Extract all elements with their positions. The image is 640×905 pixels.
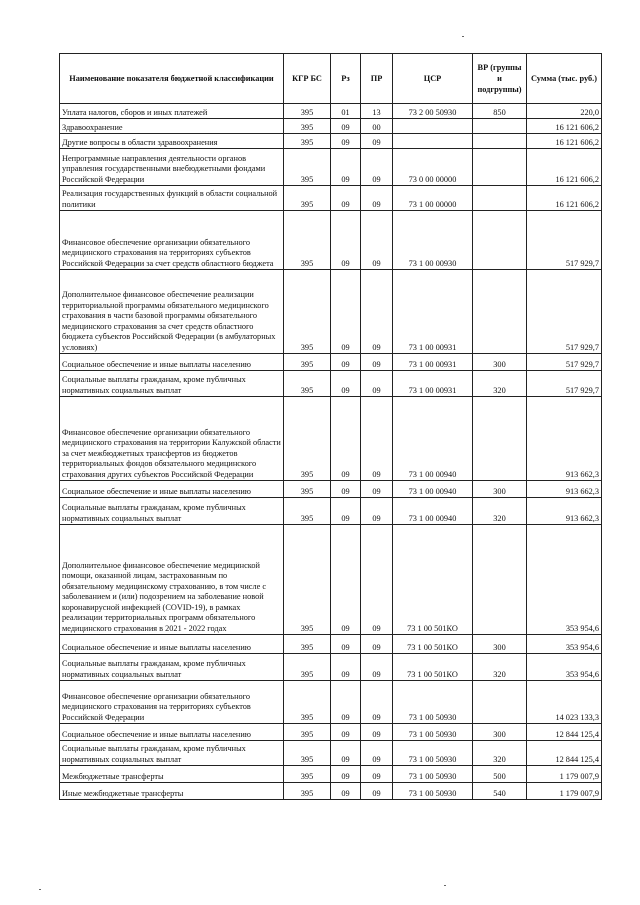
table-row [60, 724, 602, 741]
cell-vr [473, 397, 527, 481]
table-row [60, 397, 602, 481]
cell-vr [473, 186, 527, 211]
cell-kgr: 395 [284, 397, 331, 481]
scan-mark [39, 889, 41, 890]
cell-rz: 09 [331, 783, 361, 800]
cell-name: Межбюджетные трансферты [60, 766, 284, 783]
cell-sum: 517 929,7 [527, 354, 602, 371]
cell-rz: 09 [331, 525, 361, 635]
cell-pr: 09 [361, 525, 393, 635]
cell-name: Социальные выплаты гражданам, кроме публичных нормативных социальных выплат [60, 654, 284, 681]
cell-vr: 320 [473, 498, 527, 525]
cell-kgr: 395 [284, 681, 331, 724]
cell-csr: 73 1 00 00930 [393, 211, 473, 270]
table-row [60, 481, 602, 498]
cell-sum: 12 844 125,4 [527, 741, 602, 766]
cell-rz: 09 [331, 654, 361, 681]
cell-vr [473, 211, 527, 270]
cell-kgr: 395 [284, 654, 331, 681]
cell-name: Дополнительное финансовое обеспечение медицинской помощи, оказанной лицам, застрахованным по обязательному медицинскому страхованию, в том числе с заболеванием и (или) подозрением на заболевание новой коронавирусной инфекцией (COVID-19), в рамках реализации территориальных программ обязательного медицинского страхования в 2021 - 2022 годах [60, 525, 284, 635]
header-sum: Сумма (тыс. руб.) [527, 54, 602, 104]
cell-sum: 353 954,6 [527, 654, 602, 681]
cell-sum: 16 121 606,2 [527, 134, 602, 149]
cell-sum: 16 121 606,2 [527, 119, 602, 134]
cell-vr: 540 [473, 783, 527, 800]
cell-kgr: 395 [284, 635, 331, 654]
cell-csr: 73 1 00 00931 [393, 371, 473, 397]
cell-rz: 09 [331, 186, 361, 211]
cell-name: Другие вопросы в области здравоохранения [60, 134, 284, 149]
cell-rz: 01 [331, 104, 361, 119]
cell-csr: 73 1 00 50930 [393, 766, 473, 783]
cell-sum: 913 662,3 [527, 481, 602, 498]
cell-rz: 09 [331, 635, 361, 654]
table-row [60, 681, 602, 724]
cell-csr: 73 1 00 501КО [393, 525, 473, 635]
cell-name: Непрограммные направления деятельности органов управления государственными внебюджетными фондами Российской Федерации [60, 149, 284, 186]
scan-mark [462, 36, 464, 37]
cell-kgr: 395 [284, 481, 331, 498]
table-row [60, 186, 602, 211]
cell-pr: 09 [361, 270, 393, 354]
cell-name: Социальное обеспечение и иные выплаты населению [60, 724, 284, 741]
cell-sum: 517 929,7 [527, 211, 602, 270]
cell-kgr: 395 [284, 371, 331, 397]
header-vr: ВР (группы и подгруппы) [473, 54, 527, 104]
cell-pr: 09 [361, 211, 393, 270]
cell-rz: 09 [331, 766, 361, 783]
cell-name: Социальное обеспечение и иные выплаты населению [60, 635, 284, 654]
cell-csr: 73 1 00 501КО [393, 635, 473, 654]
table-row [60, 766, 602, 783]
cell-vr: 320 [473, 654, 527, 681]
cell-sum: 913 662,3 [527, 498, 602, 525]
cell-csr: 73 2 00 50930 [393, 104, 473, 119]
cell-vr: 850 [473, 104, 527, 119]
cell-name: Здравоохранение [60, 119, 284, 134]
cell-csr: 73 1 00 00940 [393, 397, 473, 481]
table-row [60, 635, 602, 654]
cell-pr: 09 [361, 654, 393, 681]
cell-vr [473, 681, 527, 724]
cell-csr: 73 0 00 00000 [393, 149, 473, 186]
cell-pr: 13 [361, 104, 393, 119]
cell-pr: 09 [361, 134, 393, 149]
cell-rz: 09 [331, 498, 361, 525]
cell-kgr: 395 [284, 270, 331, 354]
cell-csr: 73 1 00 00931 [393, 270, 473, 354]
header-csr: ЦСР [393, 54, 473, 104]
scan-mark [444, 885, 446, 886]
cell-sum: 16 121 606,2 [527, 149, 602, 186]
table-row [60, 354, 602, 371]
cell-name: Финансовое обеспечение организации обязательного медицинского страхования на территориях субъектов Российской Федерации за счет средств областного бюджета [60, 211, 284, 270]
cell-csr: 73 1 00 50930 [393, 681, 473, 724]
cell-csr: 73 1 00 00931 [393, 354, 473, 371]
cell-pr: 09 [361, 783, 393, 800]
cell-kgr: 395 [284, 119, 331, 134]
cell-rz: 09 [331, 371, 361, 397]
cell-sum: 1 179 007,9 [527, 783, 602, 800]
cell-vr: 500 [473, 766, 527, 783]
cell-vr [473, 525, 527, 635]
cell-kgr: 395 [284, 498, 331, 525]
cell-kgr: 395 [284, 766, 331, 783]
cell-name: Иные межбюджетные трансферты [60, 783, 284, 800]
cell-sum: 517 929,7 [527, 371, 602, 397]
cell-sum: 353 954,6 [527, 525, 602, 635]
cell-vr: 300 [473, 635, 527, 654]
cell-rz: 09 [331, 741, 361, 766]
cell-vr [473, 270, 527, 354]
cell-csr: 73 1 00 501КО [393, 654, 473, 681]
cell-name: Социальное обеспечение и иные выплаты населению [60, 354, 284, 371]
cell-vr: 300 [473, 354, 527, 371]
table-row [60, 211, 602, 270]
cell-kgr: 395 [284, 211, 331, 270]
table-header-row [60, 54, 602, 104]
table-row [60, 525, 602, 635]
cell-pr: 09 [361, 498, 393, 525]
budget-table [59, 53, 602, 800]
cell-pr: 09 [361, 766, 393, 783]
table-row [60, 119, 602, 134]
cell-csr: 73 1 00 00940 [393, 481, 473, 498]
cell-sum: 517 929,7 [527, 270, 602, 354]
cell-rz: 09 [331, 397, 361, 481]
cell-csr: 73 1 00 00000 [393, 186, 473, 211]
cell-pr: 00 [361, 119, 393, 134]
cell-vr [473, 134, 527, 149]
cell-kgr: 395 [284, 525, 331, 635]
cell-vr: 300 [473, 724, 527, 741]
cell-pr: 09 [361, 354, 393, 371]
cell-kgr: 395 [284, 724, 331, 741]
cell-csr: 73 1 00 00940 [393, 498, 473, 525]
cell-name: Социальные выплаты гражданам, кроме публичных нормативных социальных выплат [60, 498, 284, 525]
cell-pr: 09 [361, 635, 393, 654]
cell-vr [473, 149, 527, 186]
cell-sum: 1 179 007,9 [527, 766, 602, 783]
cell-rz: 09 [331, 149, 361, 186]
table-row [60, 741, 602, 766]
cell-name: Реализация государственных функций в области социальной политики [60, 186, 284, 211]
header-pr: ПР [361, 54, 393, 104]
table-row [60, 783, 602, 800]
cell-kgr: 395 [284, 134, 331, 149]
cell-rz: 09 [331, 119, 361, 134]
cell-csr [393, 119, 473, 134]
table-row [60, 654, 602, 681]
table-row [60, 371, 602, 397]
table-row [60, 104, 602, 119]
cell-rz: 09 [331, 681, 361, 724]
header-kgr: КГР БС [284, 54, 331, 104]
cell-name: Социальные выплаты гражданам, кроме публичных нормативных социальных выплат [60, 741, 284, 766]
cell-name: Дополнительное финансовое обеспечение реализации территориальной программы обязательного медицинского страхования в части базовой программы обязательного медицинского страхования за счет средств областного бюджета субъектов Российской Федерации (в амбулаторных условиях) [60, 270, 284, 354]
cell-name: Социальное обеспечение и иные выплаты населению [60, 481, 284, 498]
cell-name: Уплата налогов, сборов и иных платежей [60, 104, 284, 119]
cell-rz: 09 [331, 724, 361, 741]
cell-vr: 320 [473, 741, 527, 766]
cell-pr: 09 [361, 397, 393, 481]
cell-sum: 14 023 133,3 [527, 681, 602, 724]
cell-name: Финансовое обеспечение организации обязательного медицинского страхования на территориях субъектов Российской Федерации [60, 681, 284, 724]
cell-sum: 220,0 [527, 104, 602, 119]
cell-kgr: 395 [284, 783, 331, 800]
cell-pr: 09 [361, 724, 393, 741]
cell-sum: 353 954,6 [527, 635, 602, 654]
cell-kgr: 395 [284, 104, 331, 119]
cell-csr: 73 1 00 50930 [393, 741, 473, 766]
header-name: Наименование показателя бюджетной классификации [60, 54, 284, 104]
table-row [60, 270, 602, 354]
cell-rz: 09 [331, 211, 361, 270]
cell-vr: 320 [473, 371, 527, 397]
cell-kgr: 395 [284, 186, 331, 211]
cell-pr: 09 [361, 149, 393, 186]
cell-csr: 73 1 00 50930 [393, 783, 473, 800]
cell-rz: 09 [331, 270, 361, 354]
header-rz: Рз [331, 54, 361, 104]
cell-sum: 913 662,3 [527, 397, 602, 481]
table-body [60, 104, 602, 800]
cell-sum: 16 121 606,2 [527, 186, 602, 211]
cell-pr: 09 [361, 681, 393, 724]
cell-rz: 09 [331, 354, 361, 371]
cell-rz: 09 [331, 481, 361, 498]
table-row [60, 498, 602, 525]
cell-kgr: 395 [284, 149, 331, 186]
cell-kgr: 395 [284, 741, 331, 766]
cell-pr: 09 [361, 186, 393, 211]
table-row [60, 134, 602, 149]
cell-vr: 300 [473, 481, 527, 498]
cell-name: Социальные выплаты гражданам, кроме публичных нормативных социальных выплат [60, 371, 284, 397]
table-row [60, 149, 602, 186]
cell-pr: 09 [361, 741, 393, 766]
cell-vr [473, 119, 527, 134]
cell-csr [393, 134, 473, 149]
cell-pr: 09 [361, 481, 393, 498]
cell-rz: 09 [331, 134, 361, 149]
cell-name: Финансовое обеспечение организации обязательного медицинского страхования на территории Калужской области за счет межбюджетных трансфертов из бюджетов территориальных фондов обязательного медицинского страхования других субъектов Российской Федерации [60, 397, 284, 481]
cell-sum: 12 844 125,4 [527, 724, 602, 741]
cell-pr: 09 [361, 371, 393, 397]
cell-csr: 73 1 00 50930 [393, 724, 473, 741]
cell-kgr: 395 [284, 354, 331, 371]
